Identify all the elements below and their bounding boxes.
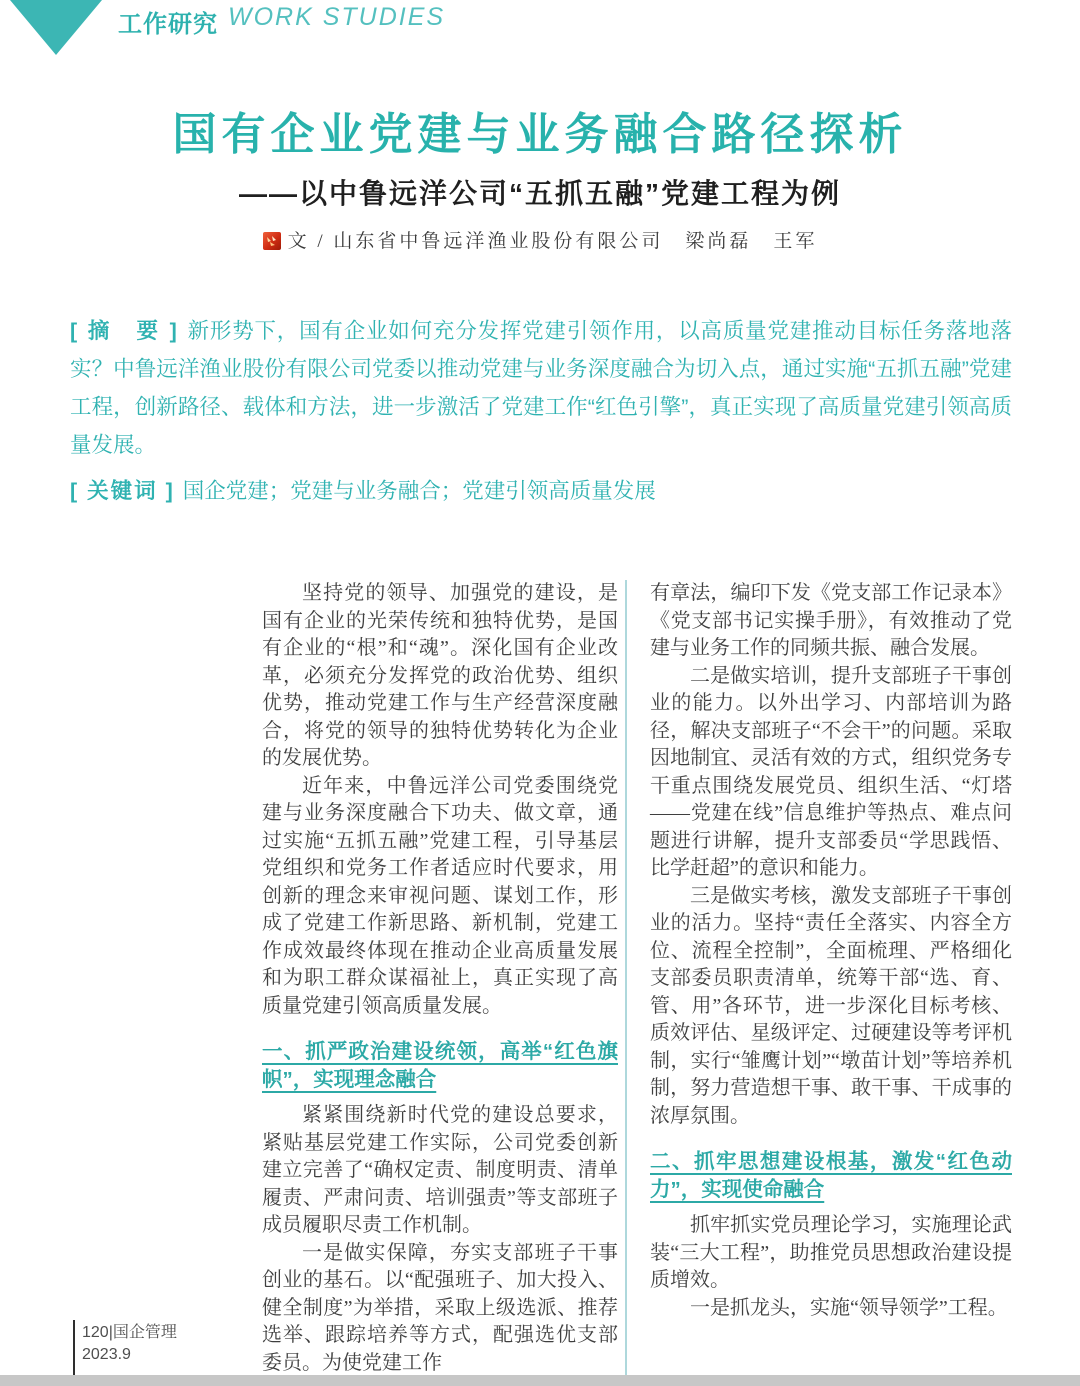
- byline: [0, 226, 1080, 253]
- paragraph: 一是抓龙头，实施“领导领学”工程。: [690, 1296, 1008, 1319]
- footer: [82, 1322, 177, 1366]
- paragraph-continued: 有章法，编印下发《党支部工作记录本》《党支部书记实操手册》，有效推动了党建与业务工作的同频共振、融合发展。: [650, 582, 1012, 659]
- column-divider: [625, 580, 627, 1377]
- abstract-block: [70, 312, 1012, 510]
- triangle-logo-icon: [10, 0, 102, 55]
- keywords: [70, 472, 1012, 510]
- column-category-cn: 工作研究: [118, 11, 218, 38]
- flag-icon: [263, 232, 281, 250]
- column-category-en: WORK STUDIES: [228, 3, 446, 31]
- right-column: [650, 580, 1012, 1377]
- keywords-label: [ 关键词 ]: [70, 479, 175, 503]
- footer-issue: 2023.9: [82, 1346, 131, 1363]
- article-body: [262, 580, 1012, 1377]
- article-subtitle: ——以中鲁远洋公司“五抓五融”党建工程为例: [238, 178, 841, 209]
- section-heading-2: 二、抓牢思想建设根基，激发“红色动力”，实现使命融合: [650, 1150, 1012, 1201]
- abstract-label: [ 摘 要 ]: [70, 319, 179, 343]
- paragraph: 二是做实培训，提升支部班子干事创业的能力。以外出学习、内部培训为路径，解决支部班子“不会干”的问题。采取因地制宜、灵活有效的方式，组织党务专干重点围绕发展党员、组织生活、“灯塔——党建在线”信息维护等热点、难点问题进行讲解，提升支部委员“学思践悟、比学赶超”的意识和能力。: [650, 664, 1012, 879]
- byline-text: 文 / 山东省中鲁远洋渔业股份有限公司 梁尚磊 王军: [287, 231, 818, 252]
- paragraph: 近年来，中鲁远洋公司党委围绕党建与业务深度融合下功夫、做文章，通过实施“五抓五融”党建工程，引导基层党组织和党务工作者适应时代要求，用创新的理念来审视问题、谋划工作，形成了党建工作新思路、新机制，党建工作成效最终体现在推动企业高质量发展和为职工群众谋福祉上，真正实现了高质量党建引领高质量发展。: [262, 774, 618, 1017]
- abstract-text: 新形势下，国有企业如何充分发挥党建引领作用，以高质量党建推动目标任务落地落实？中鲁远洋渔业股份有限公司党委以推动党建与业务深度融合为切入点，通过实施“五抓五融”党建工程，创新路径、载体和方法，进一步激活了党建工作“红色引擎”，真正实现了高质量党建引领高质量发展。: [70, 319, 1012, 457]
- paragraph: 紧紧围绕新时代党的建设总要求，紧贴基层党建工作实际，公司党委创新建立完善了“确权定责、制度明责、清单履责、严肃问责、培训强责”等支部班子成员履职尽责工作机制。: [262, 1104, 618, 1236]
- left-column: [262, 580, 618, 1377]
- abstract: [70, 312, 1012, 464]
- footer-page-info: 120|国企管理: [82, 1324, 177, 1341]
- footer-rule: [73, 1320, 75, 1378]
- paragraph: 三是做实考核，激发支部班子干事创业的活力。坚持“责任全落实、内容全方位、流程全控制”，全面梳理、严格细化支部委员职责清单，统筹干部“选、育、管、用”各环节，进一步深化目标考核、质效评估、星级评定、过硬建设等考评机制，实行“雏鹰计划”“墩苗计划”等培养机制，努力营造想干事、敢干事、干成事的浓厚氛围。: [650, 884, 1012, 1127]
- paragraph: 坚持党的领导、加强党的建设，是国有企业的光荣传统和独特优势，是国有企业的“根”和“魂”。深化国有企业改革，必须充分发挥党的政治优势、组织优势，推动党建工作与生产经营深度融合，将党的领导的独特优势转化为企业的发展优势。: [262, 582, 618, 769]
- paragraph: 抓牢抓实党员理论学习，实施理论武装“三大工程”，助推党员思想政治建设提质增效。: [650, 1214, 1012, 1291]
- article-title: 国有企业党建与业务融合路径探析: [172, 110, 908, 159]
- keywords-text: 国企党建；党建与业务融合；党建引领高质量发展: [182, 479, 656, 503]
- section-heading-1: 一、抓严政治建设统领，高举“红色旗帜”，实现理念融合: [262, 1040, 618, 1091]
- page-edge-shadow: [0, 1375, 1080, 1386]
- paragraph: 一是做实保障，夯实支部班子干事创业的基石。以“配强班子、加大投入、健全制度”为举措，采取上级选派、推荐选举、跟踪培养等方式，配强选优支部委员。为使党建工作: [262, 1241, 618, 1374]
